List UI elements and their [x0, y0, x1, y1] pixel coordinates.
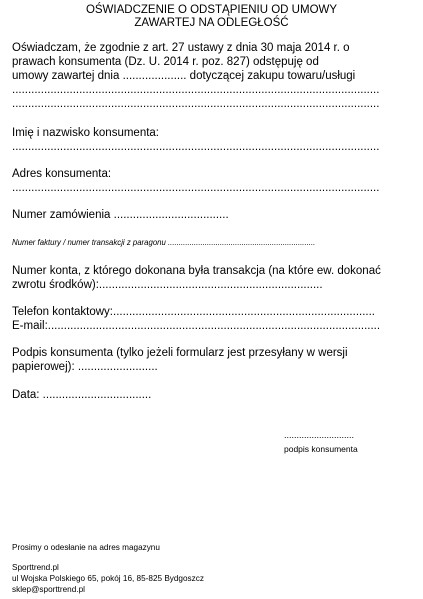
address-label: Adres konsumenta: [12, 168, 112, 180]
declaration-line2: prawach konsumenta (Dz. U. 2014 r. poz. 827) odstępuję od [12, 56, 319, 68]
form-title-line1: OŚWIADCZENIE O ODSTĄPIENIU OD UMOWY [85, 4, 338, 16]
name-label: Imię i nazwisko konsumenta: [12, 127, 160, 139]
declaration-line1: Oświadczam, że zgodnie z art. 27 ustawy z dnia 30 maja 2014 r. o [12, 42, 350, 54]
invoice-number-field: Numer faktury / numer transakcji z paragonu .................................................................... [12, 238, 316, 247]
phone-field: Telefon kontaktowy:.................................................................................. [12, 306, 375, 318]
signature-field: papierowej): ......................... [12, 361, 158, 373]
address-field: ................................................................................................................... [12, 182, 380, 194]
date-field: Data: .................................. [12, 389, 152, 401]
signature-line1: Podpis konsumenta (tylko jeżeli formularz jest przesyłany w wersji [12, 347, 348, 359]
email-field: E-mail:........................................................................................................ [12, 320, 381, 332]
footer-note: Prosimy o odesłanie na adres magazynu [12, 543, 160, 552]
signature-dots: ............................ [284, 430, 355, 440]
account-field: zwrotu środków):...................................................................... [12, 279, 323, 291]
company-name: Sporttrend.pl [12, 563, 59, 572]
declaration-line3: umowy zawartej dnia .................... dotyczącej zakupu towaru/usługi [12, 70, 356, 82]
form-title-line2: ZAWARTEJ NA ODLEGŁOŚĆ [134, 17, 289, 29]
signature-caption: podpis konsumenta [284, 444, 358, 454]
dotted-line-2: ................................................................................................................... [12, 98, 380, 110]
dotted-line-1: ................................................................................................................... [12, 84, 380, 96]
company-address: ul Wojska Polskiego 65, pokój 16, 85-825 Bydgoszcz [12, 574, 204, 583]
order-number-field: Numer zamówienia .................................... [12, 209, 229, 221]
name-field: ................................................................................................................... [12, 141, 380, 153]
account-line1: Numer konta, z którego dokonana była transakcja (na które ew. dokonać [12, 265, 381, 277]
company-email: sklep@sporttrend.pl [12, 585, 85, 594]
